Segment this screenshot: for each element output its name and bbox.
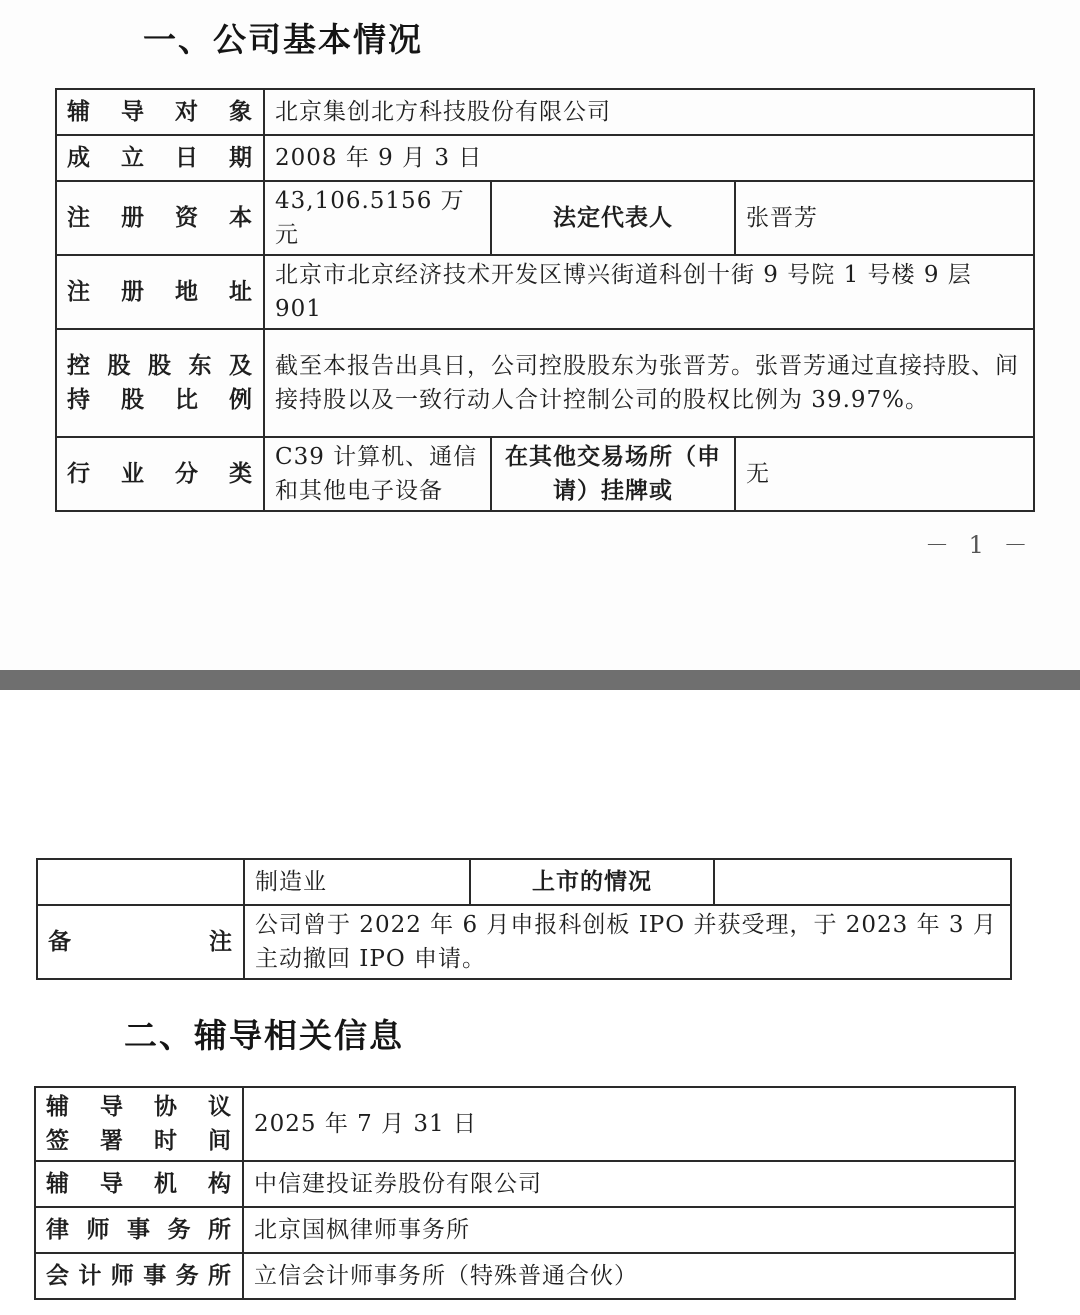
- row-value: 中信建投证券股份有限公司: [243, 1161, 1015, 1207]
- table-row: [37, 859, 1011, 905]
- row-label: 注册地址: [56, 255, 264, 329]
- row-label: 会计师事务所: [35, 1253, 243, 1299]
- row-label: 辅导对象: [56, 89, 264, 135]
- other-listing-label: 在其他交易场所（申请）挂牌或: [491, 437, 735, 511]
- industry-value: C39 计算机、通信和其他电子设备: [264, 437, 491, 511]
- industry-value-cont: 制造业: [244, 859, 470, 905]
- row-label: [56, 329, 264, 437]
- table-row: [35, 1253, 1015, 1299]
- section-2-heading: 二、辅导相关信息: [124, 1016, 404, 1055]
- table-row: [56, 437, 1034, 511]
- table-row: [56, 181, 1034, 255]
- table-row: [35, 1087, 1015, 1161]
- row-value: 2025 年 7 月 31 日: [243, 1087, 1015, 1161]
- company-info-table: [55, 88, 1035, 512]
- company-info-table-continued: [36, 858, 1012, 980]
- label-line: 签署时间: [46, 1128, 232, 1154]
- table-row: [35, 1161, 1015, 1207]
- row-value: 立信会计师事务所（特殊普通合伙）: [243, 1253, 1015, 1299]
- registered-capital-value: 43,106.5156 万元: [264, 181, 491, 255]
- label-line: 持股比例: [67, 387, 253, 413]
- row-label: 成立日期: [56, 135, 264, 181]
- label-line: 辅导协议: [46, 1094, 232, 1120]
- remark-label: 备注: [37, 905, 244, 979]
- row-value: 北京市北京经济技术开发区博兴街道科创十街 9 号院 1 号楼 9 层 901: [264, 255, 1034, 329]
- table-row: [56, 135, 1034, 181]
- row-label: 律师事务所: [35, 1207, 243, 1253]
- page-number: － 1 －: [925, 531, 1034, 559]
- row-value: 北京集创北方科技股份有限公司: [264, 89, 1034, 135]
- section-1-heading: 一、公司基本情况: [143, 20, 423, 59]
- row-value: 2008 年 9 月 3 日: [264, 135, 1034, 181]
- legal-rep-value: 张晋芳: [735, 181, 1034, 255]
- row-value: 截至本报告出具日，公司控股股东为张晋芳。张晋芳通过直接持股、间接持股以及一致行动人合计控制公司的股权比例为 39.97%。: [264, 329, 1034, 437]
- table-row: [56, 329, 1034, 437]
- table-row: [56, 255, 1034, 329]
- row-value: 北京国枫律师事务所: [243, 1207, 1015, 1253]
- empty-cell: [37, 859, 244, 905]
- table-row: [37, 905, 1011, 979]
- other-listing-value-cont: [714, 859, 1011, 905]
- page-2: [0, 690, 1080, 1315]
- label-line: 控股股东及: [67, 353, 253, 379]
- tutoring-info-table: [34, 1086, 1016, 1300]
- table-row: [56, 89, 1034, 135]
- other-listing-value: 无: [735, 437, 1034, 511]
- legal-rep-label: 法定代表人: [491, 181, 735, 255]
- table-row: [35, 1207, 1015, 1253]
- row-label: 辅导机构: [35, 1161, 243, 1207]
- row-label: 行业分类: [56, 437, 264, 511]
- remark-value: 公司曾于 2022 年 6 月申报科创板 IPO 并获受理，于 2023 年 3 月主动撤回 IPO 申请。: [244, 905, 1011, 979]
- page-separator: [0, 670, 1080, 690]
- other-listing-label-cont: 上市的情况: [470, 859, 714, 905]
- row-label: [35, 1087, 243, 1161]
- row-label: 注册资本: [56, 181, 264, 255]
